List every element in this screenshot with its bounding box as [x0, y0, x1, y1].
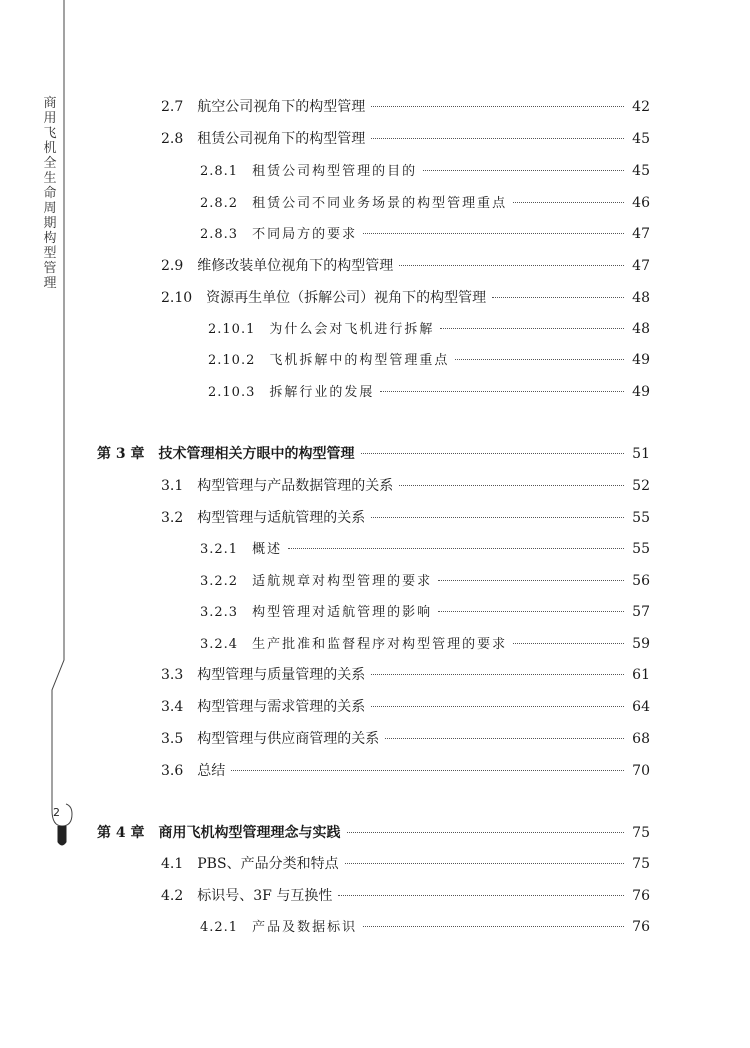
- entry-page: 75: [632, 856, 650, 872]
- entry-page: 70: [632, 763, 650, 779]
- entry-number: 4.1: [161, 856, 184, 872]
- entry-page: 47: [632, 226, 650, 242]
- entry-number: 2.8: [161, 131, 184, 147]
- entry-title: 构型管理对适航管理的影响: [252, 605, 433, 620]
- toc-entry[interactable]: [208, 381, 650, 403]
- toc-entry[interactable]: [200, 570, 650, 592]
- dot-leader: [363, 233, 624, 234]
- entry-page: 76: [632, 888, 650, 904]
- toc-entry[interactable]: [161, 507, 650, 529]
- entry-title: 适航规章对构型管理的要求: [252, 574, 433, 589]
- toc-chapter[interactable]: [97, 822, 650, 844]
- running-book-title: 商用飞机全生命周期构型管理: [43, 96, 57, 291]
- entry-page: 55: [632, 510, 650, 526]
- entry-title: 标识号、3F 与互换性: [197, 888, 333, 904]
- entry-title: 构型管理与需求管理的关系: [197, 699, 366, 715]
- entry-title: 概述: [252, 542, 283, 557]
- dot-leader: [345, 863, 624, 864]
- entry-page: 59: [632, 636, 650, 652]
- entry-page: 47: [632, 258, 650, 274]
- toc-entry[interactable]: [200, 538, 650, 560]
- dot-leader: [440, 328, 624, 329]
- dot-leader: [455, 359, 624, 360]
- dot-leader: [338, 895, 624, 896]
- dot-leader: [288, 548, 624, 549]
- entry-number: 3.2: [161, 510, 184, 526]
- toc-entry[interactable]: [161, 728, 650, 750]
- dot-leader: [399, 485, 624, 486]
- entry-title: 拆解行业的发展: [269, 385, 375, 400]
- entry-title: 构型管理与产品数据管理的关系: [197, 478, 394, 494]
- entry-page: 57: [632, 604, 650, 620]
- toc-entry[interactable]: [208, 318, 650, 340]
- chapter-title: 商用飞机构型管理理念与实践: [158, 825, 341, 841]
- entry-page: 51: [632, 446, 650, 462]
- entry-page: 48: [632, 290, 650, 306]
- entry-number: 3.2.4: [200, 637, 239, 652]
- entry-number: 2.8.1: [200, 164, 239, 179]
- entry-page: 64: [632, 699, 650, 715]
- entry-page: 76: [632, 919, 650, 935]
- entry-number: 3.1: [161, 478, 184, 494]
- dot-leader: [231, 770, 624, 771]
- dot-leader: [492, 297, 624, 298]
- dot-leader: [399, 265, 624, 266]
- entry-number: 2.10.3: [208, 385, 256, 400]
- dot-leader: [423, 170, 624, 171]
- dot-leader: [347, 832, 625, 833]
- entry-title: 为什么会对飞机进行拆解: [269, 322, 435, 337]
- toc-entry[interactable]: [200, 601, 650, 623]
- entry-title: 总结: [197, 763, 226, 779]
- entry-page: 61: [632, 667, 650, 683]
- toc-entry[interactable]: [161, 96, 650, 118]
- entry-number: 2.8.2: [200, 196, 239, 211]
- dot-leader: [363, 926, 624, 927]
- page-spine: [0, 0, 80, 1048]
- entry-page: 46: [632, 195, 650, 211]
- dot-leader: [361, 453, 625, 454]
- toc-entry[interactable]: [161, 287, 650, 309]
- entry-number: 3.2.2: [200, 574, 239, 589]
- entry-title: 构型管理与适航管理的关系: [197, 510, 366, 526]
- entry-number: 2.7: [161, 99, 184, 115]
- chapter-title: 技术管理相关方眼中的构型管理: [158, 446, 355, 462]
- chapter-number: 第 3 章: [97, 446, 145, 462]
- entry-number: 2.10: [161, 290, 193, 306]
- toc-entry[interactable]: [200, 633, 650, 655]
- entry-title: 产品及数据标识: [252, 920, 358, 935]
- entry-title: 飞机拆解中的构型管理重点: [269, 353, 450, 368]
- toc-entry[interactable]: [161, 128, 650, 150]
- dot-leader: [371, 706, 624, 707]
- entry-number: 3.6: [161, 763, 184, 779]
- entry-title: 航空公司视角下的构型管理: [197, 99, 366, 115]
- entry-number: 3.2.1: [200, 542, 239, 557]
- dot-leader: [438, 611, 624, 612]
- dot-leader: [513, 643, 624, 644]
- page-number: 2: [53, 806, 60, 819]
- toc-entry[interactable]: [200, 160, 650, 182]
- entry-number: 2.10.1: [208, 322, 256, 337]
- spine-outline: [0, 0, 80, 1048]
- entry-number: 2.9: [161, 258, 184, 274]
- toc-entry[interactable]: [200, 223, 650, 245]
- dot-leader: [371, 517, 624, 518]
- entry-title: 不同局方的要求: [252, 227, 358, 242]
- entry-title: 构型管理与质量管理的关系: [197, 667, 366, 683]
- entry-title: 租赁公司不同业务场景的构型管理重点: [252, 196, 508, 211]
- dot-leader: [371, 138, 624, 139]
- dot-leader: [438, 580, 624, 581]
- toc-entry[interactable]: [161, 760, 650, 782]
- entry-title: 资源再生单位（拆解公司）视角下的构型管理: [206, 290, 487, 306]
- entry-number: 2.8.3: [200, 227, 239, 242]
- entry-page: 55: [632, 541, 650, 557]
- toc-entry[interactable]: [161, 475, 650, 497]
- toc-entry[interactable]: [161, 885, 650, 907]
- toc-chapter[interactable]: [97, 443, 650, 465]
- entry-page: 75: [632, 825, 650, 841]
- entry-number: 3.2.3: [200, 605, 239, 620]
- entry-page: 52: [632, 478, 650, 494]
- entry-page: 68: [632, 731, 650, 747]
- toc-entry[interactable]: [161, 664, 650, 686]
- toc-entry[interactable]: [200, 916, 650, 938]
- toc-entry[interactable]: [208, 349, 650, 371]
- entry-number: 3.3: [161, 667, 184, 683]
- entry-title: 租赁公司构型管理的目的: [252, 164, 418, 179]
- entry-number: 2.10.2: [208, 353, 256, 368]
- entry-page: 45: [632, 131, 650, 147]
- entry-number: 3.4: [161, 699, 184, 715]
- entry-title: 租赁公司视角下的构型管理: [197, 131, 366, 147]
- toc-entry[interactable]: [161, 853, 650, 875]
- entry-page: 56: [632, 573, 650, 589]
- entry-page: 49: [632, 384, 650, 400]
- entry-page: 45: [632, 163, 650, 179]
- chapter-number: 第 4 章: [97, 825, 145, 841]
- dot-leader: [385, 738, 624, 739]
- entry-number: 3.5: [161, 731, 184, 747]
- toc-entry[interactable]: [161, 696, 650, 718]
- entry-title: PBS、产品分类和特点: [197, 856, 339, 872]
- entry-title: 维修改装单位视角下的构型管理: [197, 258, 394, 274]
- entry-page: 49: [632, 352, 650, 368]
- entry-title: 生产批准和监督程序对构型管理的要求: [252, 637, 508, 652]
- entry-number: 4.2: [161, 888, 184, 904]
- toc-entry[interactable]: [200, 192, 650, 214]
- dot-leader: [380, 391, 624, 392]
- entry-page: 42: [632, 99, 650, 115]
- dot-leader: [371, 674, 624, 675]
- entry-page: 48: [632, 321, 650, 337]
- entry-title: 构型管理与供应商管理的关系: [197, 731, 380, 747]
- dot-leader: [513, 202, 624, 203]
- entry-number: 4.2.1: [200, 920, 239, 935]
- dot-leader: [371, 106, 624, 107]
- toc-entry[interactable]: [161, 255, 650, 277]
